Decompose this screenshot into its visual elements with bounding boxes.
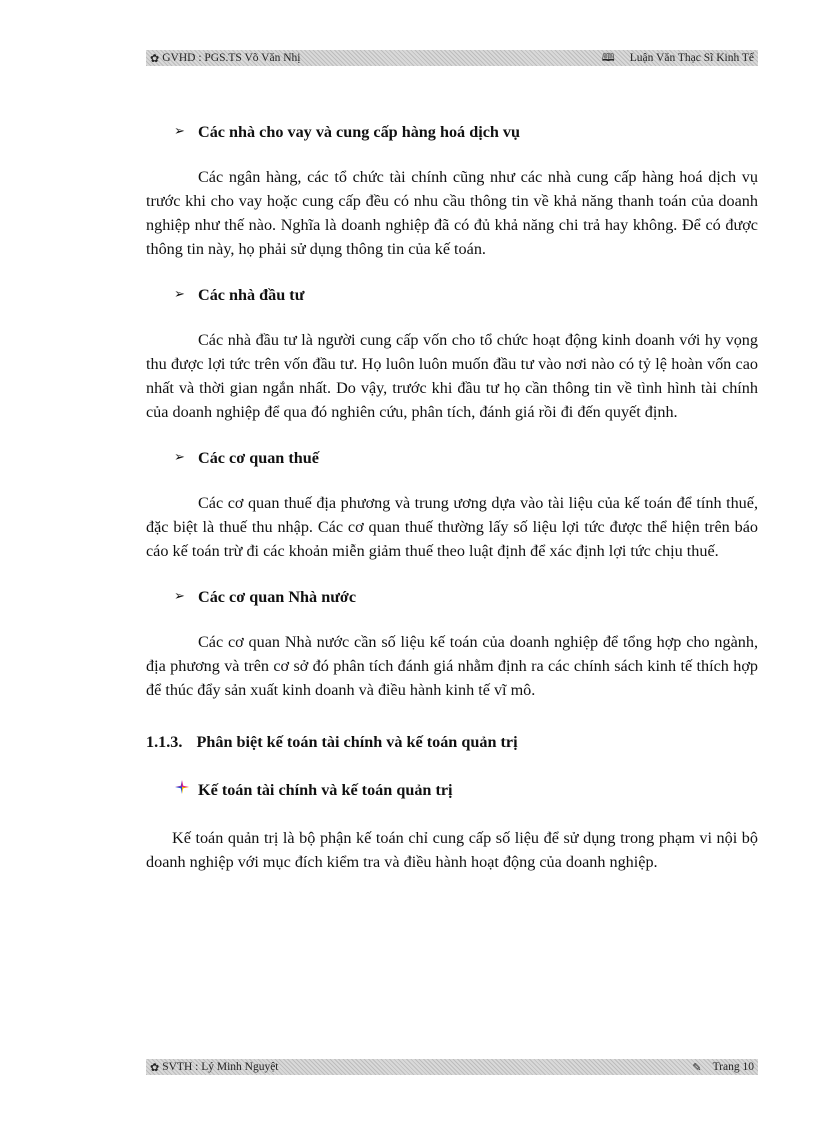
section-paragraph: Các ngân hàng, các tổ chức tài chính cũng như các nhà cung cấp hàng hoá dịch vụ trước khi cho vay hoặc cung cấp đều có nhu cầu thông tin về khả năng thanh toán của doanh nghiệp như thế nào. Nghĩa là doanh nghiệp đã có đủ khả năng chi trả hay không. Để có được thông tin này, họ phải sử dụng thông tin của kế toán.: [146, 168, 758, 258]
page-footer: [146, 1059, 758, 1075]
footer-right: [692, 1061, 754, 1074]
arrow-bullet-icon: ➢: [174, 450, 185, 465]
subsection-number: 1.1.3.: [146, 733, 183, 751]
section-paragraph: Các cơ quan Nhà nước cần số liệu kế toán của doanh nghiệp để tổng hợp cho ngành, địa phương và trên cơ sở đó phân tích đánh giá nhằm định ra các chính sách kinh tế thích hợp để thúc đẩy sản xuất kinh doanh và điều hành kinh tế vĩ mô.: [146, 633, 758, 699]
heading-text: Các nhà đầu tư: [198, 286, 305, 304]
page-header: [146, 50, 758, 66]
sub-heading-text: Kế toán tài chính và kế toán quản trị: [198, 781, 453, 799]
section-paragraph: Các nhà đầu tư là người cung cấp vốn cho tổ chức hoạt động kinh doanh với hy vọng thu được lợi tức trên vốn đầu tư. Họ luôn luôn muốn đầu tư vào nơi nào có tỷ lệ hoàn vốn cao nhất và thời gian ngắn nhất. Do vậy, trước khi đầu tư họ cần thông tin về tình hình tài chính của doanh nghiệp để qua đó nghiên cứu, phân tích, đánh giá rồi đi đến quyết định.: [146, 331, 758, 421]
subsection-title: [146, 730, 758, 754]
heading-text: Các nhà cho vay và cung cấp hàng hoá dịch vụ: [198, 123, 521, 141]
section-heading: [174, 120, 758, 144]
section-heading: [174, 585, 758, 609]
closing-paragraph: Kế toán quản trị là bộ phận kế toán chỉ cung cấp số liệu để sử dụng trong phạm vi nội bộ doanh nghiệp với mục đích kiểm tra và điều hành hoạt động của doanh nghiệp.: [146, 829, 758, 871]
footer-left: [150, 1061, 279, 1074]
section-paragraph: Các cơ quan thuế địa phương và trung ương dựa vào tài liệu của kế toán để tính thuế, đặc biệt là thuế thu nhập. Các cơ quan thuế thường lấy số liệu lợi tức được thể hiện trên báo cáo kế toán trừ đi các khoản miễn giảm thuế theo luật định để xác định lợi tức chịu thuế.: [146, 494, 758, 560]
arrow-bullet-icon: ➢: [174, 589, 185, 604]
flower-icon: ✿: [150, 1060, 160, 1074]
sub-heading: [174, 778, 758, 802]
book-icon: 🕮: [601, 50, 615, 64]
page-number: Trang 10: [712, 1061, 754, 1073]
arrow-bullet-icon: ➢: [174, 124, 185, 139]
header-right: [602, 49, 754, 68]
four-color-star-bullet-icon: [174, 778, 198, 802]
subsection-title-text: Phân biệt kế toán tài chính và kế toán quản trị: [196, 733, 518, 751]
section-heading: [174, 283, 758, 307]
section-heading: [174, 446, 758, 470]
student-name: SVTH : Lý Minh Nguyệt: [162, 1061, 279, 1073]
flower-icon: ✿: [150, 51, 160, 65]
thesis-title: Luận Văn Thạc Sĩ Kinh Tế: [629, 52, 754, 64]
pen-icon: ✎: [692, 1060, 702, 1074]
heading-text: Các cơ quan Nhà nước: [198, 588, 357, 606]
heading-text: Các cơ quan thuế: [198, 449, 319, 467]
arrow-bullet-icon: ➢: [174, 287, 185, 302]
header-left: [150, 52, 300, 65]
document-body: [146, 106, 758, 896]
advisor-name: GVHD : PGS.TS Võ Văn Nhị: [162, 52, 301, 64]
